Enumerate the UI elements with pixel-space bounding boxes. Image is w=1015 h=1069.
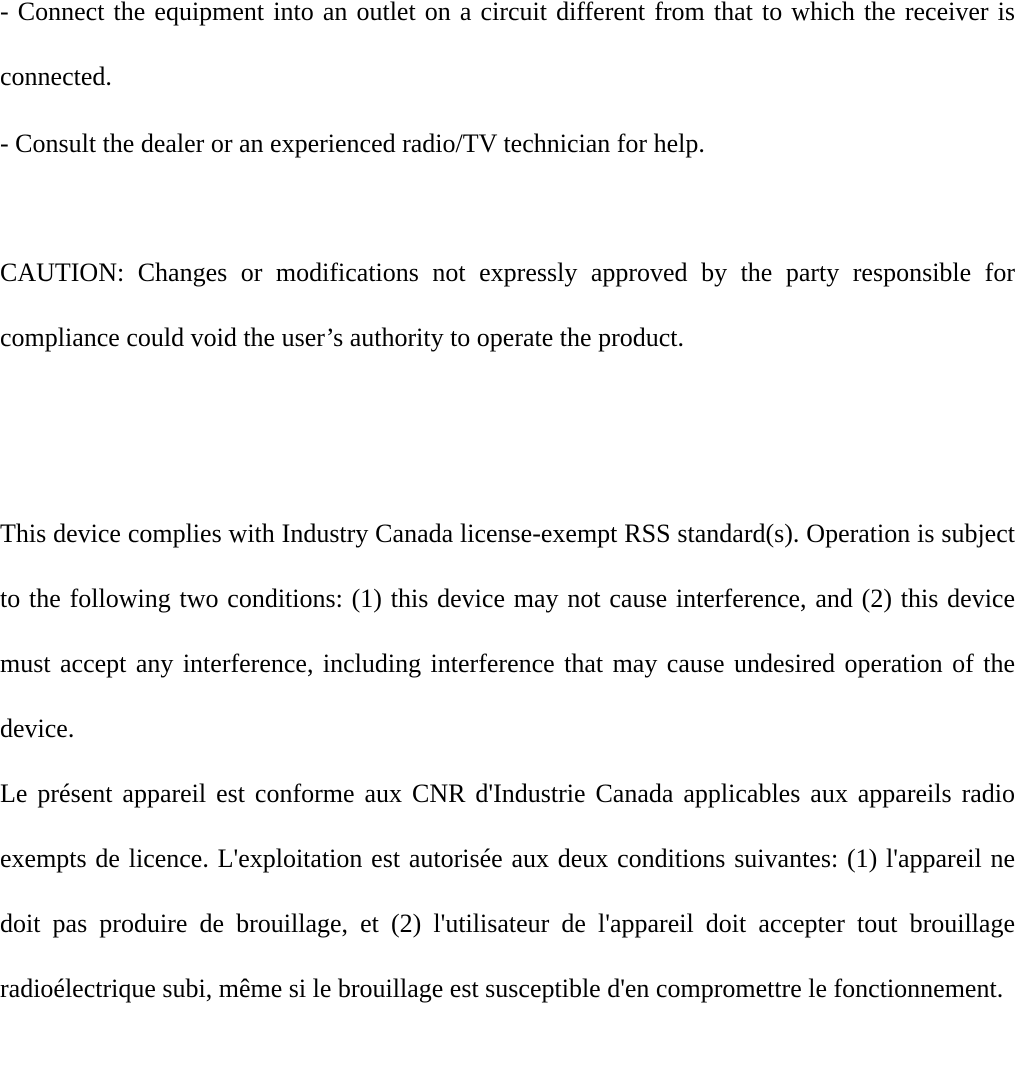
- industry-canada-english-paragraph: This device complies with Industry Canada license-exempt RSS standard(s). Operation is subject to the following two conditions: (1) this device may not cause interference, and (2) this device must accept any interference, including interference that may cause undesired operation of the device.: [0, 519, 1015, 743]
- instruction-connect-outlet: - Connect the equipment into an outlet on a circuit different from that to which the receiver is connected.: [0, 0, 1015, 91]
- instruction-consult-dealer: - Consult the dealer or an experienced radio/TV technician for help.: [0, 129, 705, 158]
- caution-paragraph: CAUTION: Changes or modifications not expressly approved by the party responsible for compliance could void the user’s authority to operate the product.: [0, 258, 1015, 352]
- industry-canada-french-paragraph: Le présent appareil est conforme aux CNR d'Industrie Canada applicables aux appareils radio exempts de licence. L'exploitation est autorisée aux deux conditions suivantes: (1) l'appareil ne doit pas produire de brouillage, et (2) l'utilisateur de l'appareil doit accepter tout brouillage radioélectrique subi, même si le brouillage est susceptible d'en compromettre le fonctionnement.: [0, 779, 1015, 1003]
